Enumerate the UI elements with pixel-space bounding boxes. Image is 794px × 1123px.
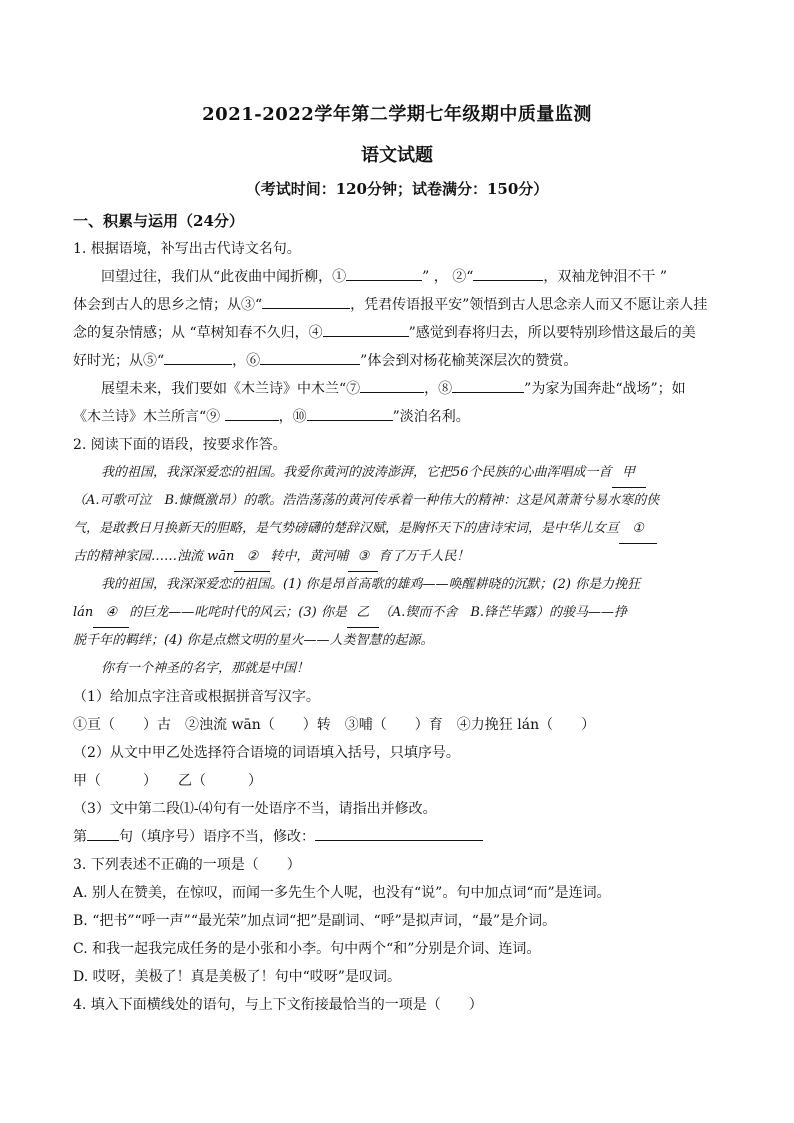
passage-line: 你有一个神圣的名字，那就是中国！ [101,661,310,676]
answer-blank-sentence[interactable] [87,824,119,841]
blank-jia[interactable]: 甲 [612,459,646,488]
text: 第 [73,829,87,845]
text: 回望过往，我们从“此夜曲中闻折柳，① [101,269,347,285]
answer-blank-2[interactable] [473,264,543,281]
section-heading: 一、积累与运用（24分） [73,212,244,230]
question-1-stem: 1. 根据语境，补写出古代诗文名句。 [73,241,301,257]
sub-question-items: 甲（ ） 乙（ ） [73,773,262,789]
blank-yi[interactable]: 乙 [347,599,379,628]
text: 好时光；从⑤“ [73,353,165,369]
sub-question: （2）从文中甲乙处选择符合语境的词语填入括号，只填序号。 [73,745,460,761]
text: ，⑥ [232,353,261,369]
answer-blank-7[interactable] [360,376,424,393]
text: 气，是敢教日月换新天的胆略，是气势磅礴的楚辞汉赋，是胸怀天下的唐诗宋词，是中华儿女亘 [73,521,620,536]
answer-blank-4[interactable] [323,320,409,337]
question-1-line [73,263,723,291]
question-1-line [73,319,723,347]
passage-line [73,599,723,627]
text: 我的祖国，我深深爱恋的祖国。我爱你黄河的波涛澎湃，它把56个民族的心曲浑唱成一首 [101,465,612,480]
text: 古的精神家园……浊流 wān [73,549,235,564]
passage-line [73,459,723,487]
text: 的巨龙——叱咤时代的风云；(3) 你是 [129,605,347,620]
exam-info: （考试时间：120分钟；试卷满分：150分） [245,180,549,198]
text: （A.锲而不舍 B.锋芒毕露）的骏马——挣 [378,605,628,620]
text: ，双袖龙钟泪不干 ” [543,269,667,285]
sub-question: （1）给加点字注音或根据拼音写汉字。 [73,689,320,705]
question-1-line [73,375,723,403]
answer-blank-revision[interactable] [315,824,483,841]
answer-blank-5[interactable] [164,348,232,365]
sub-question-answer [73,823,723,851]
exam-content [73,207,723,1019]
question-1-line [73,291,723,319]
question-2-stem: 2. 阅读下面的语段，按要求作答。 [73,437,287,453]
text: 体会到古人的思乡之情；从③“ [73,297,263,313]
text: 转中，黄河哺 [270,549,349,564]
question-1-line [73,403,723,431]
text: ，⑩ [278,409,307,425]
exam-title: 2021-2022学年第二学期七年级期中质量监测 [202,104,592,125]
passage-line: 脱千年的羁绊；(4) 你是点燃文明的星火——人类智慧的起源。 [73,633,434,648]
passage-line: 我的祖国，我深深爱恋的祖国。(1) 你是昂首高歌的雄鸡——唤醒耕晓的沉默；(2) 你是力挽狂 [101,577,641,592]
text: 《木兰诗》木兰所言“⑨ [73,409,225,425]
text: ”感觉到春将归去，所以要特别珍惜这最后的美 [408,325,696,341]
text: lán [73,605,94,620]
text: ，凭君传语报平安”领悟到古人思念亲人而又不愿让亲人挂 [350,297,708,313]
blank-1[interactable]: ① [619,515,657,544]
answer-blank-1[interactable] [346,264,422,281]
option-a: A. 别人在赞美，在惊叹，而闻一多先生个人呢，也没有“说”。句中加点词“而”是连词。 [73,885,611,901]
question-4-stem: 4. 填入下面横线处的语句，与上下文衔接最恰当的一项是（ ） [73,997,483,1013]
passage-line [73,543,723,571]
question-3-stem: 3. 下列表述不正确的一项是（ ） [73,857,301,873]
text: ”体会到对杨花榆荚深层次的赞赏。 [360,353,578,369]
text: 展望未来，我们要如《木兰诗》中木兰“⑦ [101,381,361,397]
answer-blank-9[interactable] [225,404,279,421]
option-c: C. 和我一起我完成任务的是小张和小李。句中两个“和”分别是介词、连词。 [73,941,541,957]
text: 育了万千人民！ [378,549,470,564]
passage-line: （A.可歌可泣 B.慷慨激昂）的歌。浩浩荡荡的黄河传承着一种伟大的精神：这是风萧萧兮易水寒的侠 [73,493,660,508]
exam-subtitle: 语文试题 [361,145,433,166]
text: ” ， ②“ [422,269,474,285]
text: ”为家为国奔赴“战场”；如 [524,381,686,397]
sub-question-items: ①亘（ ）古 ②浊流 wān（ ）转 ③哺（ ）育 ④力挽狂 lán（ ） [73,717,596,733]
option-b: B. “把书”“呼一声”“最光荣”加点词“把”是副词、“呼”是拟声词，“最”是介词。 [73,913,557,929]
answer-blank-3[interactable] [262,292,350,309]
text: 句（填序号）语序不当，修改： [119,829,315,845]
text: 念的复杂情感；从 “草树知春不久归，④ [73,325,323,341]
option-d: D. 哎呀，美极了！真是美极了！句中“哎呀”是叹词。 [73,969,401,985]
blank-4[interactable]: ④ [93,599,129,628]
blank-3[interactable]: ③ [348,543,378,572]
blank-2[interactable]: ② [234,543,270,572]
sub-question: （3）文中第二段⑴-⑷句有一处语序不当，请指出并修改。 [73,801,437,817]
answer-blank-8[interactable] [452,376,524,393]
answer-blank-10[interactable] [307,404,393,421]
text: ，⑧ [424,381,453,397]
answer-blank-6[interactable] [260,348,360,365]
passage-line [73,515,723,543]
question-1-line [73,347,723,375]
text: ”淡泊名利。 [392,409,470,425]
